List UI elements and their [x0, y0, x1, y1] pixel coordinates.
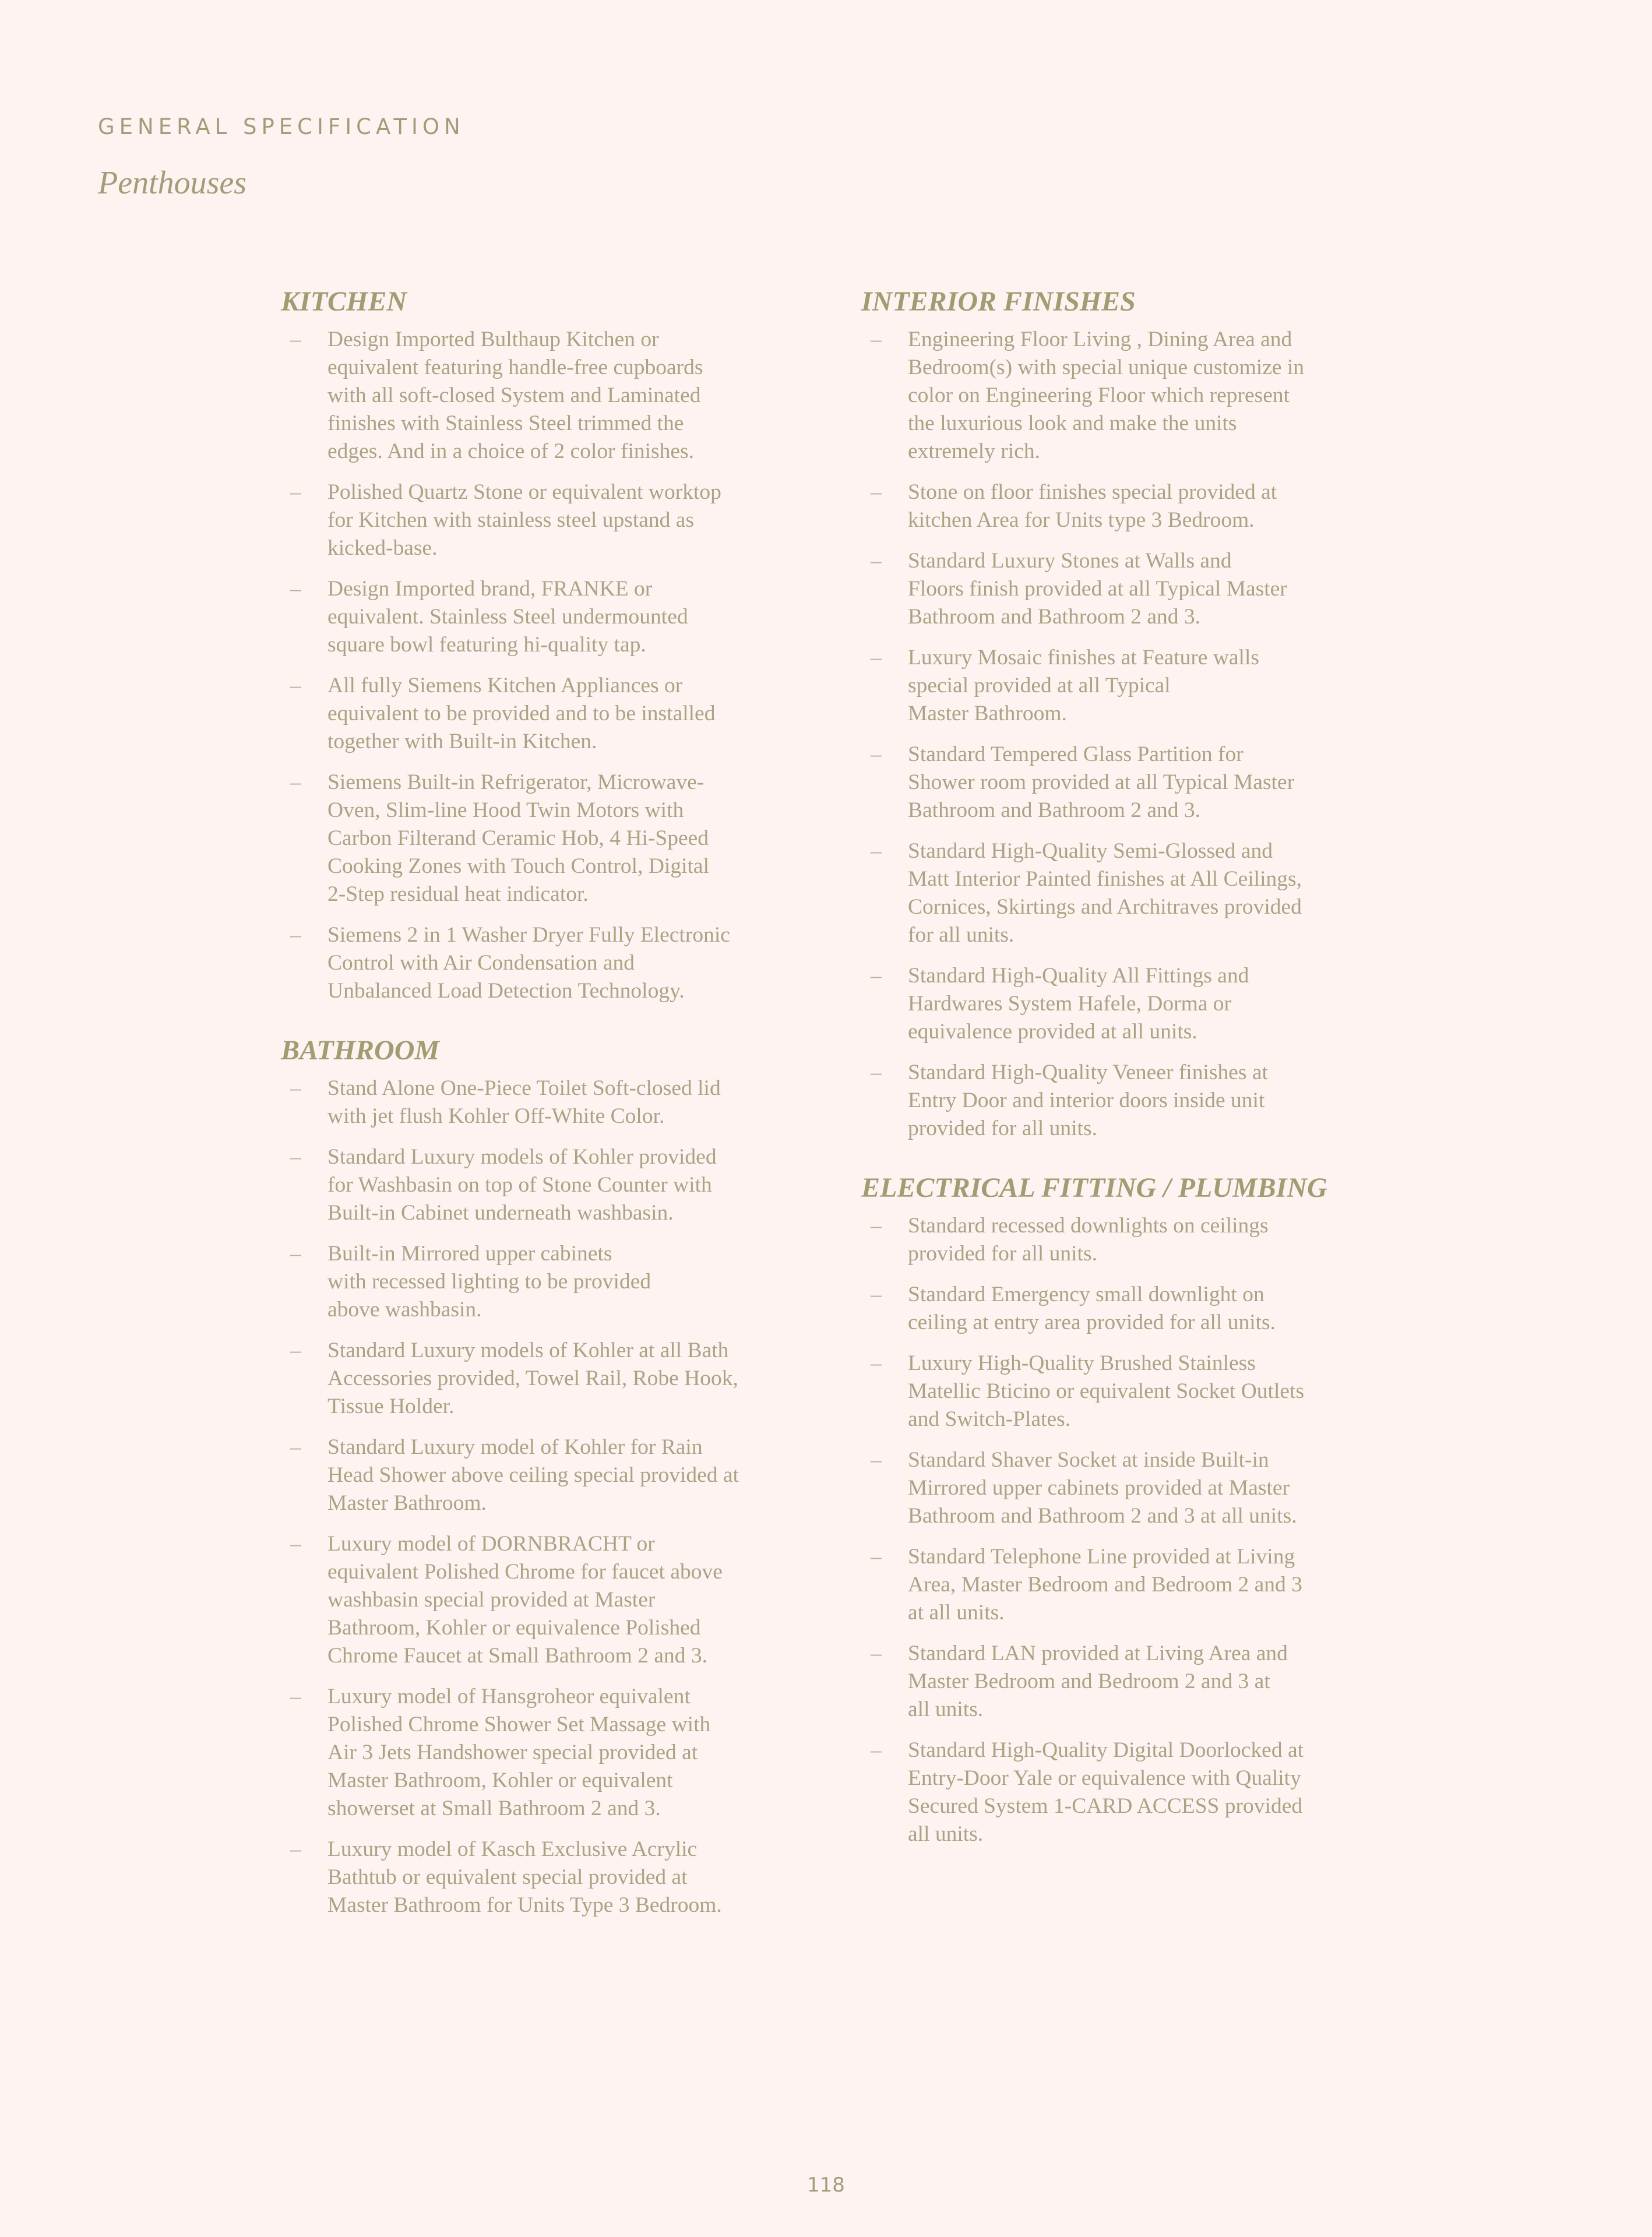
- spec-item-text: All fully Siemens Kitchen Appliances or equivalent to be provided and to be installed together with Built-in Kitchen.: [327, 674, 716, 753]
- spec-item-text: Standard LAN provided at Living Area and Master Bedroom and Bedroom 2 and 3 at all units.: [908, 1641, 1288, 1721]
- spec-item-text: Standard recessed downlights on ceilings provided for all units.: [908, 1214, 1269, 1266]
- spec-item-text: Standard Luxury models of Kohler at all Bath Accessories provided, Towel Rail, Robe Hook, Tissue Holder.: [327, 1338, 738, 1418]
- spec-item: [281, 1240, 805, 1324]
- dash-bullet-icon: –: [871, 964, 882, 988]
- spec-item: [281, 672, 805, 756]
- spec-item-text: Design Imported brand, FRANKE or equivalent. Stainless Steel undermounted square bowl featuring hi-quality tap.: [327, 577, 688, 657]
- spec-item: [281, 478, 805, 562]
- spec-item: [861, 741, 1386, 825]
- spec-item: [281, 575, 805, 659]
- section-heading: KITCHEN: [281, 286, 407, 317]
- dash-bullet-icon: –: [290, 480, 301, 504]
- spec-list: [861, 1212, 1386, 1848]
- dash-bullet-icon: –: [290, 1076, 301, 1100]
- section-bathroom: [281, 1034, 805, 1919]
- spec-item: [861, 1543, 1386, 1627]
- spec-item-text: Luxury model of DORNBRACHT or equivalent Polished Chrome for faucet above washbasin special provided at Master Bathroom, Kohler or equivalence Polished Chrome Faucet at Small Bathroom 2 and 3.: [327, 1532, 723, 1668]
- spec-item-text: Standard Emergency small downlight on ceiling at entry area provided for all units.: [908, 1283, 1276, 1334]
- spec-item: [281, 1143, 805, 1227]
- spec-item-text: Engineering Floor Living , Dining Area and Bedroom(s) with special unique customize in color on Engineering Floor which represent the luxurious look and make the units extremely rich.: [908, 327, 1305, 463]
- spec-item: [861, 547, 1386, 631]
- spec-item: [861, 962, 1386, 1046]
- left-column: [281, 286, 805, 1949]
- spec-item-text: Standard High-Quality Veneer finishes at Entry Door and interior doors inside unit provided for all units.: [908, 1061, 1268, 1140]
- dash-bullet-icon: –: [871, 480, 882, 504]
- spec-item-text: Luxury model of Hansgroheor equivalent Polished Chrome Shower Set Massage with Air 3 Jets Handshower special provided at Master Bathroom, Kohler or equivalent showerset at Small Bathroom 2 and 3.: [327, 1685, 711, 1820]
- spec-item-text: Standard Luxury models of Kohler provided for Washbasin on top of Stone Counter with Built-in Cabinet underneath washbasin.: [327, 1145, 717, 1225]
- spec-item: [861, 1640, 1386, 1724]
- dash-bullet-icon: –: [290, 923, 301, 947]
- dash-bullet-icon: –: [290, 327, 301, 351]
- dash-bullet-icon: –: [871, 646, 882, 670]
- spec-item: [861, 1446, 1386, 1530]
- spec-item: [861, 1350, 1386, 1433]
- dash-bullet-icon: –: [290, 1532, 301, 1556]
- dash-bullet-icon: –: [290, 577, 301, 601]
- dash-bullet-icon: –: [290, 770, 301, 794]
- spec-item: [281, 1836, 805, 1919]
- section-heading: BATHROOM: [281, 1035, 440, 1066]
- spec-item-text: Stand Alone One-Piece Toilet Soft-closed lid with jet flush Kohler Off-White Color.: [327, 1076, 721, 1128]
- dash-bullet-icon: –: [871, 327, 882, 351]
- spec-item-text: Siemens Built-in Refrigerator, Microwave- Oven, Slim-line Hood Twin Motors with Carbon Filterand Ceramic Hob, 4 Hi-Speed Cooking Zones with Touch Control, Digital 2-Step residual heat indicator.: [327, 770, 709, 906]
- dash-bullet-icon: –: [871, 742, 882, 766]
- spec-item: [861, 1212, 1386, 1268]
- dash-bullet-icon: –: [290, 1338, 301, 1362]
- spec-item: [861, 1281, 1386, 1337]
- dash-bullet-icon: –: [871, 1545, 882, 1569]
- dash-bullet-icon: –: [290, 1685, 301, 1708]
- dash-bullet-icon: –: [871, 1351, 882, 1375]
- spec-item-text: Built-in Mirrored upper cabinets with recessed lighting to be provided above washbasin.: [327, 1242, 651, 1322]
- spec-item-text: Standard High-Quality All Fittings and Hardwares System Hafele, Dorma or equivalence provided at all units.: [908, 964, 1249, 1044]
- spec-list: [861, 326, 1386, 1143]
- page-header-title: GENERAL SPECIFICATION: [98, 114, 465, 139]
- spec-item: [861, 326, 1386, 466]
- spec-item: [281, 769, 805, 908]
- dash-bullet-icon: –: [871, 1283, 882, 1306]
- spec-item-text: Standard Tempered Glass Partition for Shower room provided at all Typical Master Bathroom and Bathroom 2 and 3.: [908, 742, 1295, 822]
- dash-bullet-icon: –: [290, 674, 301, 697]
- spec-item-text: Standard High-Quality Digital Doorlocked at Entry-Door Yale or equivalence with Quality Secured System 1-CARD ACCESS provided all units.: [908, 1738, 1304, 1846]
- spec-item: [281, 326, 805, 466]
- spec-item: [861, 478, 1386, 534]
- dash-bullet-icon: –: [871, 839, 882, 863]
- spec-list: [281, 326, 805, 1005]
- section-kitchen: [281, 286, 805, 1005]
- spec-item-text: Standard Luxury model of Kohler for Rain Head Shower above ceiling special provided at Master Bathroom.: [327, 1435, 739, 1515]
- spec-item-text: Polished Quartz Stone or equivalent worktop for Kitchen with stainless steel upstand as kicked-base.: [327, 480, 721, 560]
- spec-item-text: Luxury model of Kasch Exclusive Acrylic Bathtub or equivalent special provided at Master Bathroom for Units Type 3 Bedroom.: [327, 1837, 722, 1917]
- dash-bullet-icon: –: [871, 1214, 882, 1238]
- spec-item-text: Standard Telephone Line provided at Living Area, Master Bedroom and Bedroom 2 and 3 at all units.: [908, 1545, 1302, 1625]
- dash-bullet-icon: –: [871, 1061, 882, 1084]
- spec-item-text: Stone on floor finishes special provided at kitchen Area for Units type 3 Bedroom.: [908, 480, 1277, 532]
- spec-item: [861, 1736, 1386, 1848]
- spec-item-text: Luxury High-Quality Brushed Stainless Matellic Bticino or equivalent Socket Outlets and Switch-Plates.: [908, 1351, 1305, 1431]
- dash-bullet-icon: –: [290, 1242, 301, 1266]
- spec-item: [861, 1059, 1386, 1143]
- dash-bullet-icon: –: [871, 1738, 882, 1762]
- spec-item: [281, 1683, 805, 1823]
- page-number: 118: [807, 2173, 845, 2197]
- dash-bullet-icon: –: [290, 1837, 301, 1861]
- dash-bullet-icon: –: [290, 1435, 301, 1459]
- section-heading: ELECTRICAL FITTING / PLUMBING: [861, 1172, 1327, 1203]
- spec-item-text: Siemens 2 in 1 Washer Dryer Fully Electronic Control with Air Condensation and Unbalanced Load Detection Technology.: [327, 923, 730, 1003]
- spec-item-text: Luxury Mosaic finishes at Feature walls special provided at all Typical Master Bathroom.: [908, 646, 1259, 725]
- spec-item: [281, 921, 805, 1005]
- dash-bullet-icon: –: [871, 549, 882, 573]
- right-column: [861, 286, 1386, 1877]
- section-heading: INTERIOR FINISHES: [861, 286, 1136, 317]
- section-electrical-fitting-plumbing: [861, 1172, 1386, 1848]
- spec-item-text: Standard High-Quality Semi-Glossed and Matt Interior Painted finishes at All Ceilings, Cornices, Skirtings and Architraves provided for all units.: [908, 839, 1302, 947]
- spec-item-text: Design Imported Bulthaup Kitchen or equivalent featuring handle-free cupboards with all soft-closed System and Laminated finishes with Stainless Steel trimmed the edges. And in a choice of 2 color finishes.: [327, 327, 703, 463]
- page-subtitle: Penthouses: [98, 165, 247, 201]
- spec-item: [281, 1075, 805, 1130]
- spec-item: [861, 837, 1386, 949]
- spec-item: [861, 644, 1386, 728]
- spec-item-text: Standard Luxury Stones at Walls and Floors finish provided at all Typical Master Bathroom and Bathroom 2 and 3.: [908, 549, 1287, 629]
- spec-list: [281, 1075, 805, 1919]
- dash-bullet-icon: –: [871, 1448, 882, 1472]
- spec-item: [281, 1337, 805, 1421]
- dash-bullet-icon: –: [871, 1641, 882, 1665]
- section-interior-finishes: [861, 286, 1386, 1143]
- dash-bullet-icon: –: [290, 1145, 301, 1169]
- spec-item-text: Standard Shaver Socket at inside Built-in Mirrored upper cabinets provided at Master Bathroom and Bathroom 2 and 3 at all units.: [908, 1448, 1297, 1528]
- spec-item: [281, 1530, 805, 1670]
- spec-item: [281, 1433, 805, 1517]
